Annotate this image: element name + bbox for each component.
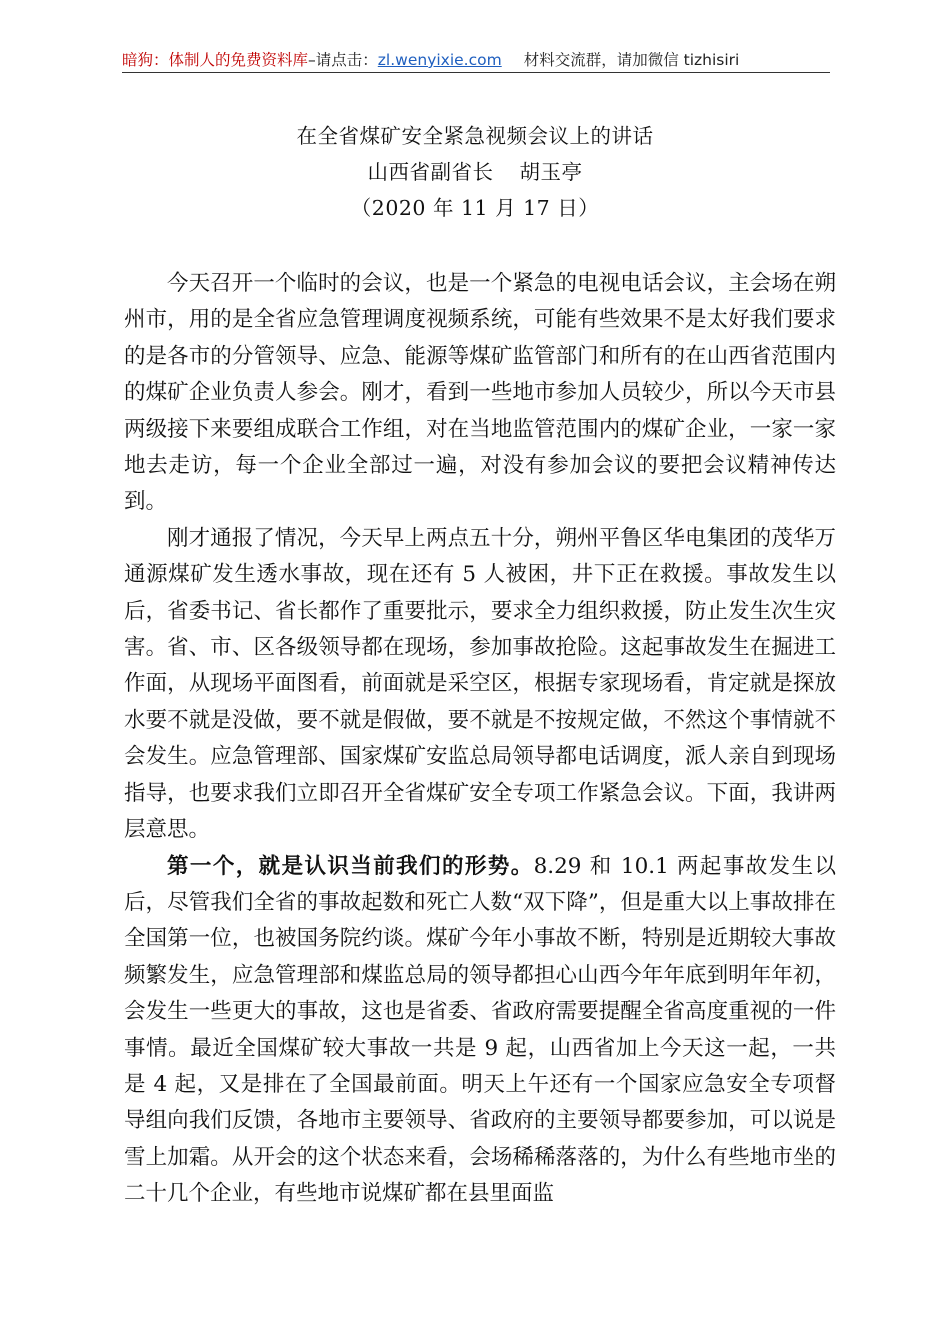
paragraph-3-text: 8.29 和 10.1 两起事故发生以后，尽管我们全省的事故起数和死亡人数“双下降”，但是重大以上事故排在全国第一位，也被国务院约谈。煤矿今年小事故不断，特别是近期较大事故频繁发生，应急管理部和煤监总局的领导都担心山西今年年底到明年年初，会发生一些更大的事故，这也是省委、省政府需要提醒全省高度重视的一件事情。最近全国煤矿较大事故一共是 9 起，山西省加上今天这一起，一共是 4 起，又是排在了全国最前面。明天上午还有一个国家应急安全专项督导组向我们反馈，各地市主要领导、省政府的主要领导都要参加，可以说是雪上加霜。从开会的这个状态来看，会场稀稀落落的，为什么有些地市坐的二十几个企业，有些地市说煤矿都在县里面监 xyxy=(124,853,836,1207)
paragraph-1: 今天召开一个临时的会议，也是一个紧急的电视电话会议，主会场在朔州市，用的是全省应急管理调度视频系统，可能有些效果不是太好我们要求的是各市的分管领导、应急、能源等煤矿监管部门和所有的在山西省范围内的煤矿企业负责人参会。刚才，看到一些地市参加人员较少，所以今天市县两级接下来要组成联合工作组，对在当地监管范围内的煤矿企业，一家一家地去走访，每一个企业全部过一遍，对没有参加会议的要把会议精神传达到。 xyxy=(124,271,836,515)
speech-date: （2020 年 11 月 17 日） xyxy=(350,196,600,220)
speech-body xyxy=(124,266,836,1213)
header-brand: 暗狗：体制人的免费资料库 xyxy=(122,51,309,69)
header-prompt: –请点击： xyxy=(308,51,378,69)
speech-title: 在全省煤矿安全紧急视频会议上的讲话 xyxy=(296,124,654,148)
page-header xyxy=(122,48,828,70)
paragraph-3-heading: 第一个，就是认识当前我们的形势。 xyxy=(167,853,534,879)
speaker-name: 胡玉亭 xyxy=(519,160,583,184)
title-block xyxy=(0,118,950,226)
paragraph-2: 刚才通报了情况，今天早上两点五十分，朔州平鲁区华电集团的茂华万通源煤矿发生透水事故，现在还有 5 人被困，井下正在救援。事故发生以后，省委书记、省长都作了重要批示，要求全力组织救援，防止发生次生灾害。省、市、区各级领导都在现场，参加事故抢险。这起事故发生在掘进工作面，从现场平面图看，前面就是采空区，根据专家现场看，肯定就是探放水要不就是没做，要不就是假做，要不就是不按规定做，不然这个事情就不会发生。应急管理部、国家煤矿安监总局领导都电话调度，派人亲自到现场指导，也要求我们立即召开全省煤矿安全专项工作紧急会议。下面，我讲两层意思。 xyxy=(124,525,836,843)
header-divider xyxy=(122,72,830,73)
header-link[interactable]: zl.wenyixie.com xyxy=(377,51,502,69)
header-wechat: 材料交流群，请加微信 tizhisiri xyxy=(523,51,740,69)
paragraph-3 xyxy=(124,849,836,1213)
speaker-role: 山西省副省长 xyxy=(367,160,494,184)
speaker-line xyxy=(0,154,950,190)
